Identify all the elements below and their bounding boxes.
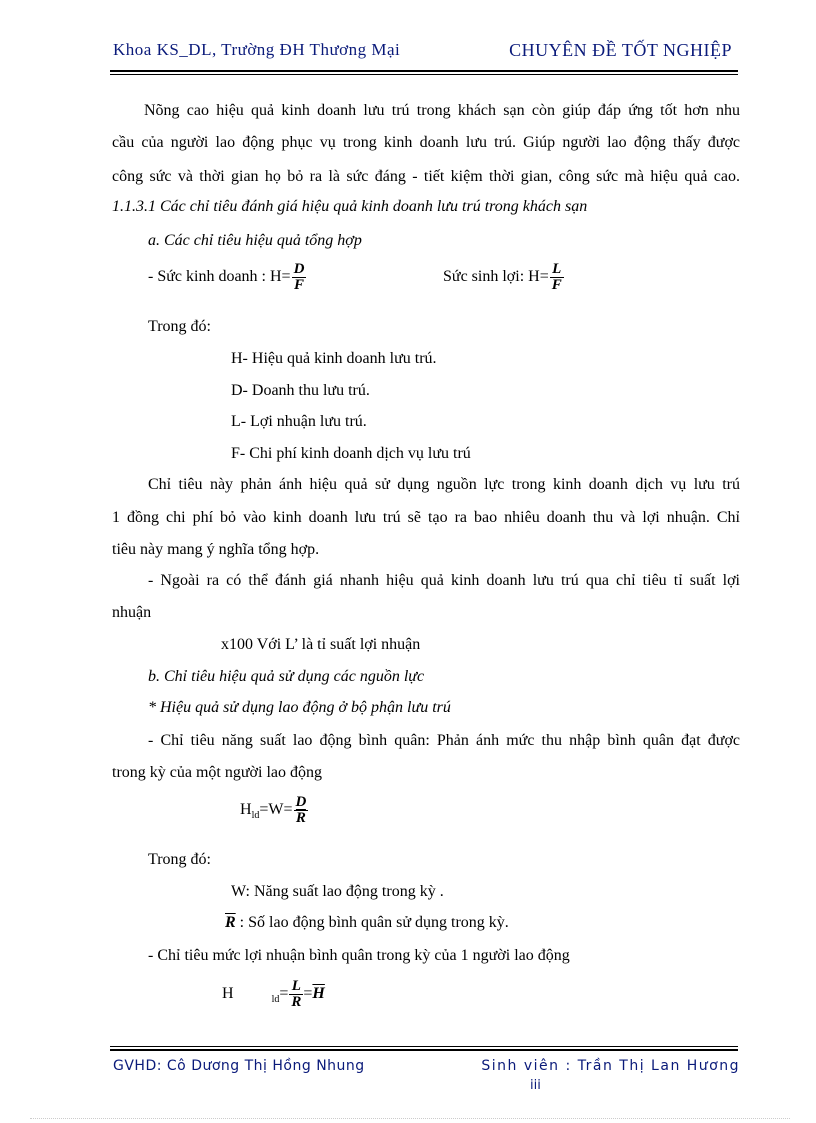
heading-labour-efficiency: * Hiệu quả sử dụng lao động ở bộ phận lưu trú bbox=[148, 699, 451, 716]
profit-rate-formula: x100 Với L’ là tỉ suất lợi nhuận bbox=[221, 636, 421, 653]
header-title: CHUYÊN ĐỀ TỐT NGHIỆP bbox=[509, 40, 732, 60]
denominator: F bbox=[292, 277, 307, 293]
para-1-line-3: công sức và thời gian họ bỏ ra là sức đáng - tiết kiệm thời gian, công sức mà hiệu quả cao. bbox=[112, 168, 740, 185]
numerator: L bbox=[552, 261, 562, 277]
symbol-hbar: $\overline{H}$ bbox=[312, 985, 325, 1003]
subscript-ld: ld bbox=[251, 810, 260, 822]
heading-b: b. Chỉ tiêu hiệu quả sử dụng các nguồn lực bbox=[148, 668, 425, 685]
formula-suc-sinh-loi bbox=[443, 262, 564, 293]
where-label-1: Trong đó: bbox=[148, 318, 211, 335]
formula-hld-w bbox=[240, 795, 308, 826]
formula-eq: =W= bbox=[259, 801, 293, 819]
heading-a: a. Các chỉ tiêu hiệu quả tổng hợp bbox=[148, 232, 362, 249]
where-label-2: Trong đó: bbox=[148, 851, 211, 868]
definition-d: D- Doanh thu lưu trú. bbox=[231, 382, 370, 399]
numerator: L bbox=[291, 978, 301, 994]
section-heading-1131: 1.1.3.1 Các chỉ tiêu đánh giá hiệu quả kinh doanh lưu trú trong khách sạn bbox=[112, 198, 588, 215]
para-2-line-3: tiêu này mang ý nghĩa tổng hợp. bbox=[112, 541, 320, 558]
fraction-d-over-rbar bbox=[294, 795, 309, 826]
numerator: D bbox=[293, 261, 305, 277]
footer-supervisor: GVHD: Cô Dương Thị Hồng Nhung bbox=[113, 1058, 365, 1074]
para-2-line-2: 1 đồng chi phí bỏ vào kinh doanh lưu trú sẽ tạo ra bao nhiêu doanh thu và lợi nhuận. Chỉ bbox=[112, 509, 740, 526]
page-edge-dotted-line bbox=[30, 1118, 790, 1119]
header-faculty: Khoa KS_DL, Trường ĐH Thương Mại bbox=[113, 40, 401, 59]
para-3-line-1: - Ngoài ra có thể đánh giá nhanh hiệu quả kinh doanh lưu trú qua chỉ tiêu tỉ suất lợi bbox=[148, 572, 740, 589]
definition-r bbox=[225, 913, 509, 933]
definition-l: L- Lợi nhuận lưu trú. bbox=[231, 413, 367, 430]
formula-eq: = bbox=[279, 985, 289, 1003]
symbol-rbar: $\overline{R}$ bbox=[225, 914, 236, 931]
para-1-line-2: cầu của người lao động phục vụ trong kinh doanh lưu trú. Giúp người lao động thấy được bbox=[112, 134, 740, 151]
para-1-line-1: Nõng cao hiệu quả kinh doanh lưu trú trong khách sạn còn giúp đáp ứng tốt hơn nhu bbox=[144, 102, 740, 119]
header-rule-thin bbox=[110, 74, 738, 75]
definition-h: H- Hiệu quả kinh doanh lưu trú. bbox=[231, 350, 437, 367]
para-2-line-1: Chỉ tiêu này phản ánh hiệu quả sử dụng nguồn lực trong kinh doanh dịch vụ lưu trú bbox=[148, 476, 740, 493]
fraction-l-over-f bbox=[550, 262, 564, 293]
numerator: D bbox=[295, 794, 307, 810]
para-4-line-2: trong kỳ của một người lao động bbox=[112, 764, 322, 781]
formula-eq-2: = bbox=[303, 985, 313, 1003]
footer-rule bbox=[110, 1049, 738, 1051]
footer-rule-thin bbox=[110, 1046, 738, 1047]
denominator: R bbox=[291, 994, 302, 1010]
definition-r-text: : Số lao động bình quân sử dụng trong kỳ. bbox=[235, 914, 509, 931]
fraction-d-over-f bbox=[292, 262, 307, 293]
formula-label: - Sức kinh doanh : H= bbox=[148, 268, 291, 286]
denominator: R bbox=[294, 810, 309, 826]
fraction-l-over-r bbox=[289, 979, 303, 1010]
definition-w: W: Năng suất lao động trong kỳ . bbox=[231, 883, 444, 900]
denominator: F bbox=[551, 277, 562, 293]
para-4-line-1: - Chỉ tiêu năng suất lao động bình quân: Phản ánh mức thu nhập bình quân đạt được bbox=[148, 732, 740, 749]
header-rule bbox=[110, 70, 738, 72]
formula-hld-profit bbox=[222, 979, 325, 1010]
page-number: iii bbox=[530, 1078, 541, 1093]
formula-label: Sức sinh lợi: H= bbox=[443, 268, 549, 286]
definition-f: F- Chi phí kinh doanh dịch vụ lưu trú bbox=[231, 445, 471, 462]
para-3-line-2: nhuận bbox=[112, 604, 152, 621]
formula-suc-kinh-doanh bbox=[148, 262, 306, 293]
formula-h: H bbox=[222, 985, 234, 1003]
formula-h: H bbox=[240, 801, 252, 819]
footer-student: Sinh viên : Trần Thị Lan Hương bbox=[481, 1058, 740, 1074]
para-5: - Chỉ tiêu mức lợi nhuận bình quân trong kỳ của 1 người lao động bbox=[148, 947, 570, 964]
subscript-ld: ld bbox=[271, 994, 280, 1006]
